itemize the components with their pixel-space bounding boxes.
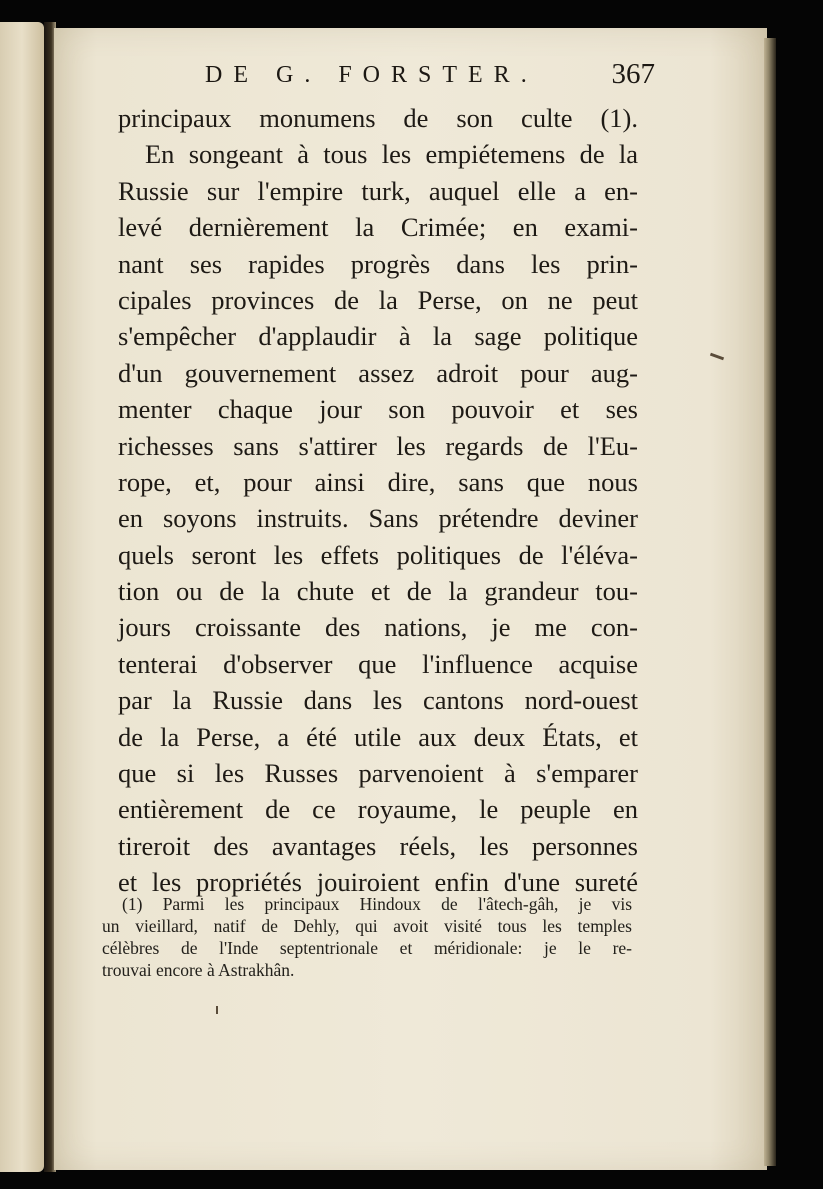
footnote-line: célèbres de l'Inde septentrionale et méridionale: je le re- <box>102 938 632 958</box>
text-line: tenterai d'observer que l'influence acquise <box>118 648 638 679</box>
page-fore-edge <box>764 38 776 1166</box>
text-line: tireroit des avantages réels, les personnes <box>118 830 638 861</box>
text-line: quels seront les effets politiques de l'éléva- <box>118 539 638 570</box>
footnote-line: un vieillard, natif de Dehly, qui avoit visité tous les temples <box>102 916 632 936</box>
text-line: Russie sur l'empire turk, auquel elle a en- <box>118 175 638 206</box>
text-line: En songeant à tous les empiétemens de la <box>145 139 638 170</box>
text-line: et les propriétés jouiroient enfin d'une sureté <box>118 867 638 898</box>
text-line: s'empêcher d'applaudir à la sage politique <box>118 321 638 352</box>
text-line: menter chaque jour son pouvoir et ses <box>118 394 638 425</box>
body-text <box>118 100 638 901</box>
paper-speck <box>216 1006 218 1014</box>
text-line: nant ses rapides progrès dans les prin- <box>118 248 638 279</box>
text-line: richesses sans s'attirer les regards de l'Eu- <box>118 430 638 461</box>
facing-page-edge <box>0 22 44 1172</box>
text-line: entièrement de ce royaume, le peuple en <box>118 794 638 825</box>
text-line: en soyons instruits. Sans prétendre deviner <box>118 503 638 534</box>
running-head <box>205 58 655 98</box>
footnote <box>102 893 632 981</box>
text-line: rope, et, pour ainsi dire, sans que nous <box>118 466 638 497</box>
text-line: tion ou de la chute et de la grandeur tou- <box>118 576 638 607</box>
text-line: d'un gouvernement assez adroit pour aug- <box>118 357 638 388</box>
footnote-line: (1) Parmi les principaux Hindoux de l'âtech-gâh, je vis <box>122 894 632 914</box>
text-line: que si les Russes parvenoient à s'emparer <box>118 758 638 789</box>
text-line: principaux monumens de son culte (1). <box>118 103 638 133</box>
text-line: levé dernièrement la Crimée; en exami- <box>118 212 638 243</box>
text-line: cipales provinces de la Perse, on ne peut <box>118 284 638 315</box>
text-line: par la Russie dans les cantons nord-ouest <box>118 685 638 716</box>
footnote-line: trouvai encore à Astrakhân. <box>102 960 295 980</box>
running-head-title: DE G. FORSTER. <box>205 62 538 88</box>
page-number: 367 <box>611 58 655 90</box>
text-line: jours croissante des nations, je me con- <box>118 612 638 643</box>
text-line: de la Perse, a été utile aux deux États, et <box>118 721 638 752</box>
